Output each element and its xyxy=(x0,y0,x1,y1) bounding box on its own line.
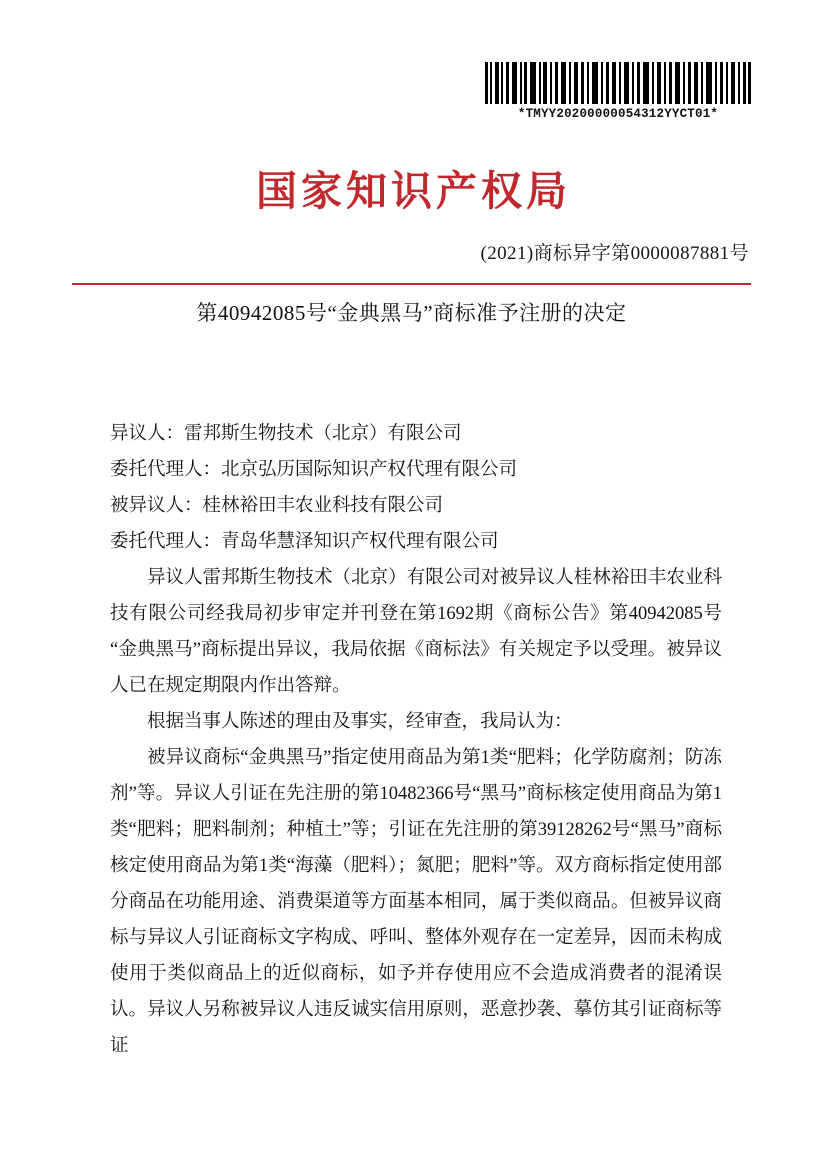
party-label-3: 委托代理人： xyxy=(110,532,222,552)
body-paragraph: 根据当事人陈述的理由及事实，经审查，我局认为： xyxy=(147,712,573,732)
party-row xyxy=(110,416,722,452)
barcode-icon xyxy=(485,62,751,104)
party-label-0: 异议人： xyxy=(110,424,185,444)
party-label-1: 委托代理人： xyxy=(110,460,222,480)
party-row xyxy=(110,524,722,560)
party-value-3: 青岛华慧泽知识产权代理有限公司 xyxy=(221,532,499,552)
document-body xyxy=(110,416,722,1064)
header-divider xyxy=(72,283,751,285)
body-paragraph: 异议人雷邦斯生物技术（北京）有限公司对被异议人桂林裕田丰农业科技有限公司经我局初步审定并刊登在第1692期《商标公告》第40942085号“金典黑马”商标提出异议，我局依据《商标法》有关规定予以受理。被异议人已在规定期限内作出答辩。 xyxy=(110,568,722,696)
barcode-label: *TMYY20200000054312YYCT01* xyxy=(517,107,719,121)
party-value-0: 雷邦斯生物技术（北京）有限公司 xyxy=(184,424,462,444)
barcode-block xyxy=(485,62,751,121)
document-title: 第40942085号“金典黑马”商标准予注册的决定 xyxy=(196,301,627,325)
party-label-2: 被异议人： xyxy=(110,496,203,516)
organization-title: 国家知识产权局 xyxy=(256,167,571,215)
party-value-1: 北京弘历国际知识产权代理有限公司 xyxy=(221,460,518,480)
party-value-2: 桂林裕田丰农业科技有限公司 xyxy=(202,496,444,516)
document-number: (2021)商标异字第0000087881号 xyxy=(480,243,749,264)
party-row xyxy=(110,488,722,524)
party-row xyxy=(110,452,722,488)
body-paragraph: 被异议商标“金典黑马”指定使用商品为第1类“肥料；化学防腐剂；防冻剂”等。异议人引证在先注册的第10482366号“黑马”商标核定使用商品为第1类“肥料；肥料制剂；种植土”等；引证在先注册的第39128262号“黑马”商标核定使用商品为第1类“海藻（肥料）；氮肥；肥料”等。双方商标指定使用部分商品在功能用途、消费渠道等方面基本相同，属于类似商品。但被异议商标与异议人引证商标文字构成、呼叫、整体外观存在一定差异，因而未构成使用于类似商品上的近似商标，如予并存使用应不会造成消费者的混淆误认。异议人另称被异议人违反诚实信用原则，恶意抄袭、摹仿其引证商标等证 xyxy=(110,748,722,1056)
